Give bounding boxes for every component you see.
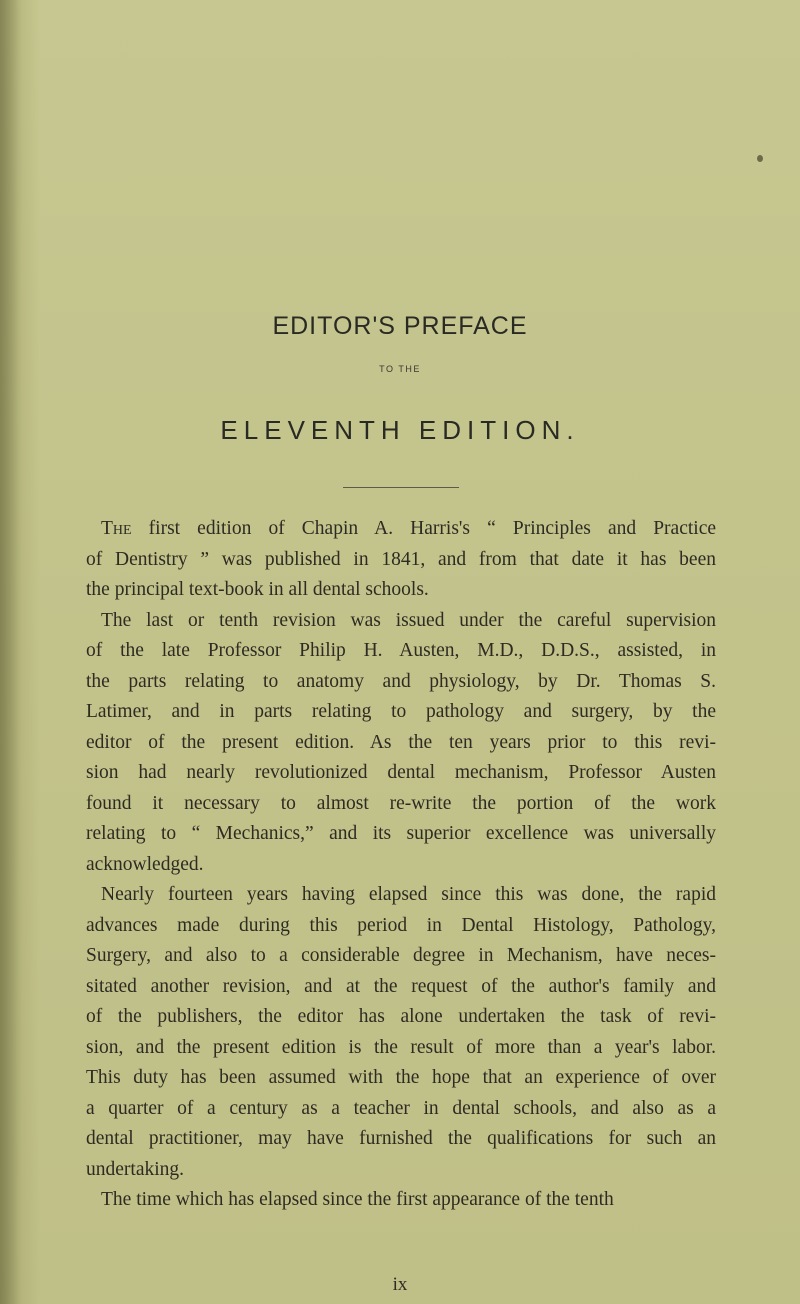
- text-line: editor of the present edition. As the ten years prior to this revi-: [86, 731, 716, 753]
- text-line: relating to “ Mechanics,” and its superior excellence was universally: [86, 823, 716, 844]
- text-line: acknowledged.: [86, 853, 204, 875]
- text-line: Nearly fourteen years having elapsed since this was done, the rapid: [101, 884, 716, 905]
- drop-lead-word: The: [101, 518, 132, 539]
- text-line: This duty has been assumed with the hope that an experience of over: [86, 1067, 716, 1088]
- text-line: the parts relating to anatomy and physiology, by Dr. Thomas S.: [86, 670, 716, 692]
- binding-shadow: [0, 0, 22, 1304]
- text-line: advances made during this period in Dental Histology, Pathology,: [86, 914, 716, 936]
- preface-body: [86, 514, 716, 1216]
- preface-to-the: TO THE: [379, 364, 421, 374]
- text-line: Latimer, and in parts relating to pathology and surgery, by the: [86, 701, 716, 722]
- preface-title: EDITOR'S PREFACE: [272, 312, 528, 340]
- text-line: sion, and the present edition is the result of more than a year's labor.: [86, 1036, 716, 1058]
- preface-edition: ELEVENTH EDITION.: [220, 415, 580, 445]
- text-line-content: first edition of Chapin A. Harris's “ Principles and Practice: [131, 518, 716, 539]
- text-line: sitated another revision, and at the request of the author's family and: [86, 975, 716, 997]
- text-line: of the publishers, the editor has alone undertaken the task of revi-: [86, 1006, 716, 1027]
- text-line: found it necessary to almost re-write the portion of the work: [86, 792, 716, 814]
- text-line: Surgery, and also to a considerable degree in Mechanism, have neces-: [86, 945, 716, 966]
- paper-speck: [757, 155, 763, 162]
- text-line: dental practitioner, may have furnished the qualifications for such an: [86, 1128, 716, 1149]
- text-line: The last or tenth revision was issued under the careful supervision: [101, 609, 716, 631]
- text-line: sion had nearly revolutionized dental mechanism, Professor Austen: [86, 762, 716, 783]
- text-line: of the late Professor Philip H. Austen, M.D., D.D.S., assisted, in: [86, 640, 716, 661]
- text-line: [86, 514, 716, 545]
- page-number: ix: [392, 1274, 408, 1295]
- text-line: a quarter of a century as a teacher in dental schools, and also as a: [86, 1097, 716, 1119]
- title-rule: [343, 487, 459, 488]
- text-line: of Dentistry ” was published in 1841, and from that date it has been: [86, 548, 716, 570]
- text-line: undertaking.: [86, 1158, 185, 1180]
- text-line: the principal text-book in all dental schools.: [86, 579, 429, 600]
- text-line: The time which has elapsed since the first appearance of the tenth: [101, 1189, 614, 1210]
